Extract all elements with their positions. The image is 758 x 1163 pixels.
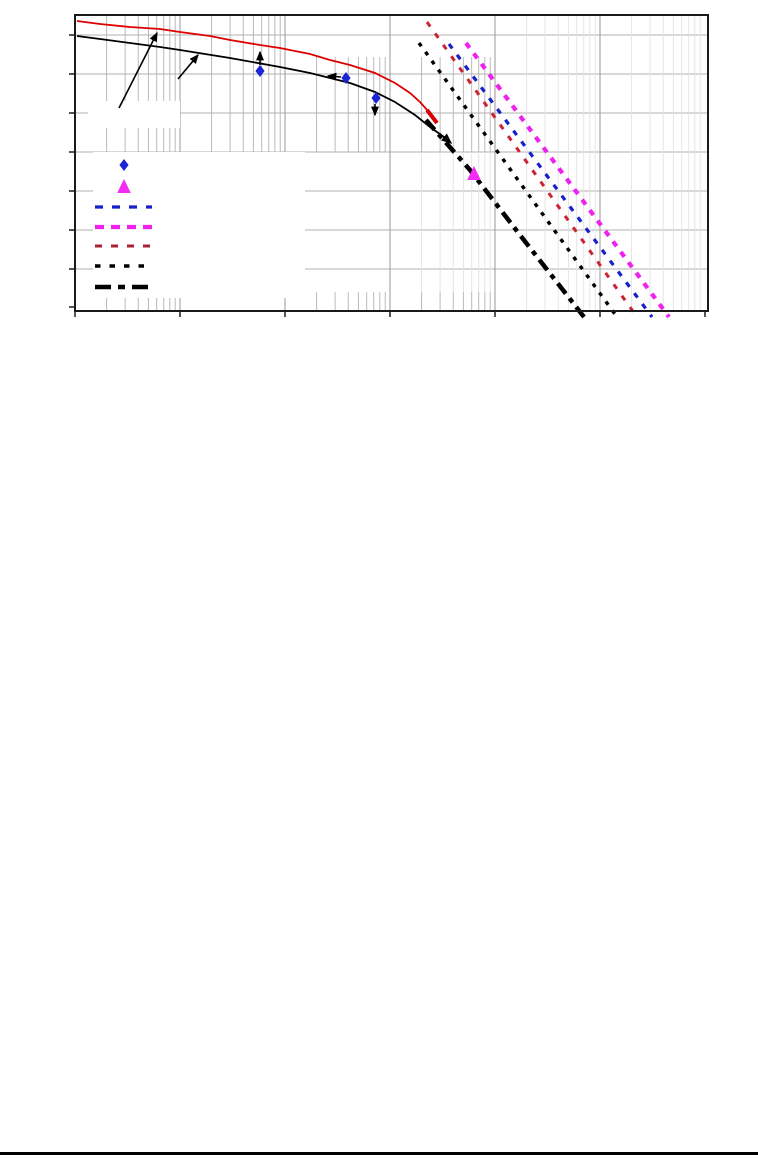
white-box [93, 152, 305, 298]
diamond-marker [255, 65, 264, 77]
firebrick-dashed-steep [427, 22, 637, 317]
arrow-to-black-curve [178, 55, 198, 79]
white-box [88, 101, 180, 128]
limit-arrow-left [328, 76, 341, 77]
annotation-arrows [119, 33, 198, 108]
magenta-dashed-steep [466, 43, 669, 317]
black-dotted-steep [419, 43, 617, 317]
black-dashdot-steep [426, 120, 584, 317]
blue-diamond-limit-3 [371, 92, 380, 115]
white-cover-boxes [88, 101, 305, 298]
page-bottom-rule [0, 1152, 758, 1155]
